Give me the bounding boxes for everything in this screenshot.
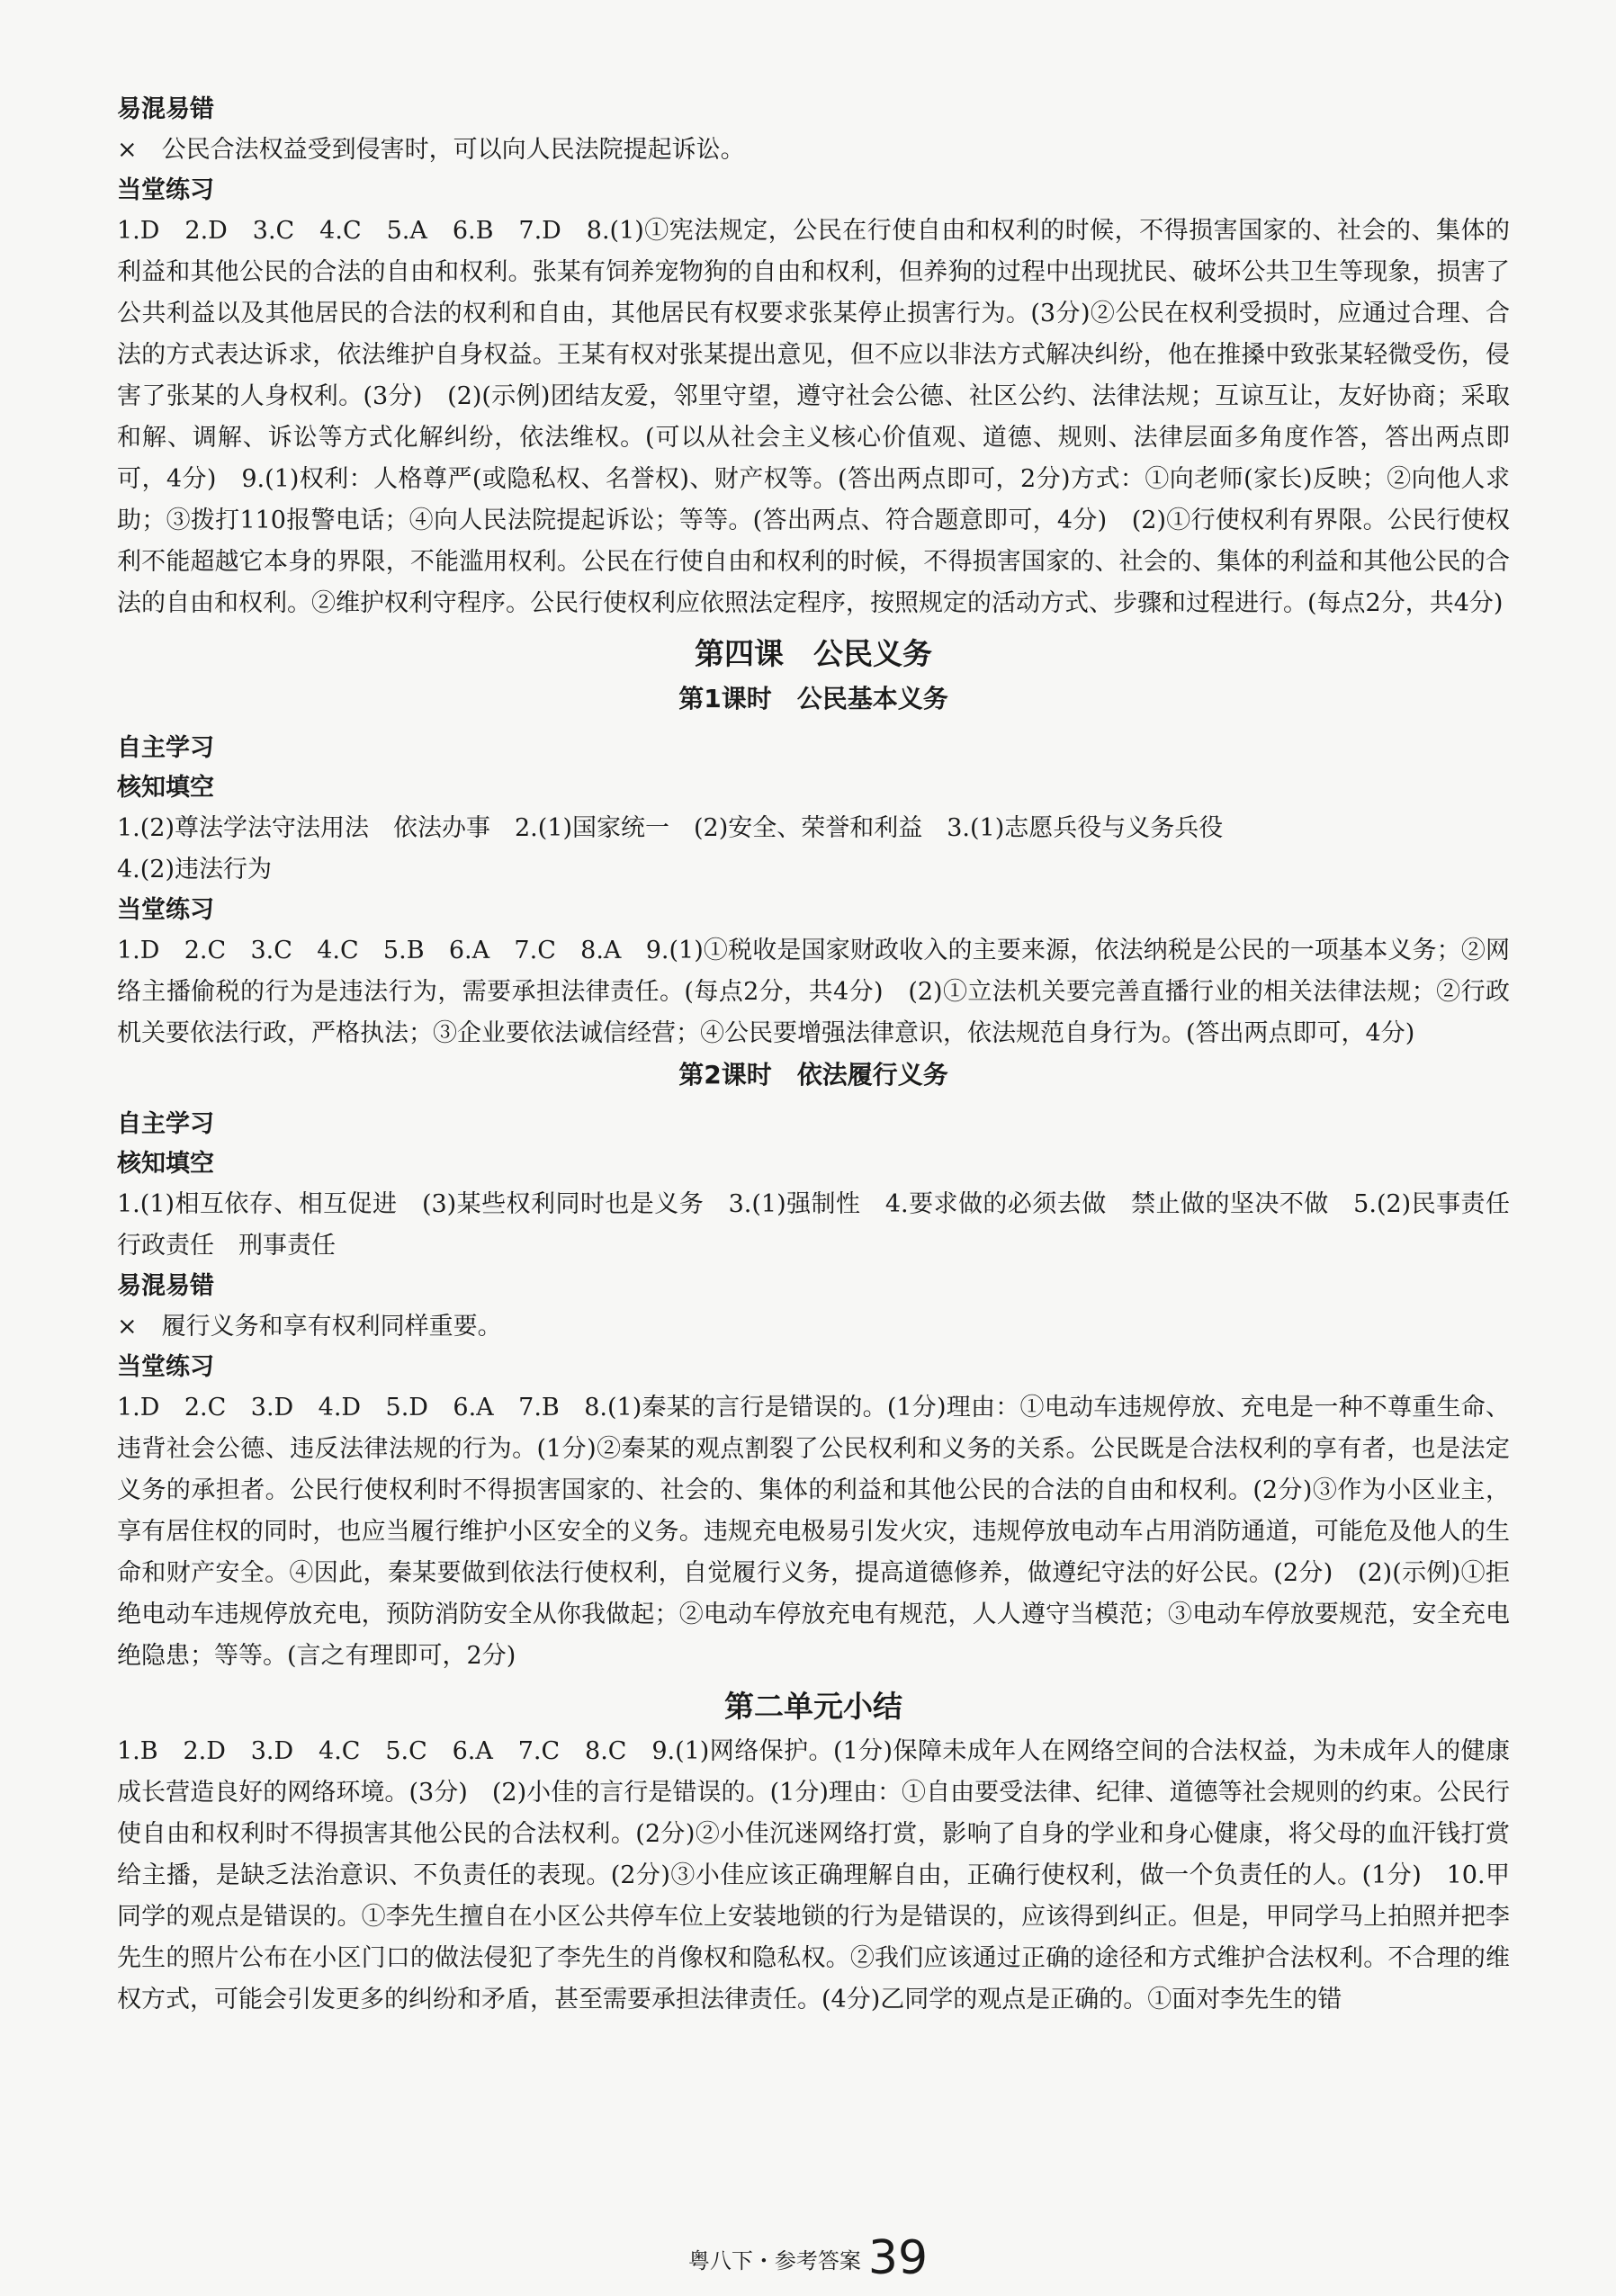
heading-fill-blank: 核知填空 xyxy=(117,1150,214,1178)
heading-practice: 当堂练习 xyxy=(117,1353,214,1381)
heading-practice: 当堂练习 xyxy=(117,896,214,924)
practice-answers: 1.D 2.D 3.C 4.C 5.A 6.B 7.D 8.(1)①宪法规定，公民在行使自由和权利的时候，不得损害国家的、社会的、集体的利益和其他公民的合法的自由和权利。张某有饲养宠物狗的自由和权利，但养狗的过程中出现扰民、破坏公共卫生等现象，损害了公共利益以及其他居民的合法的权利和自由，其他居民有权要求张某停止损害行为。(3分)②公民在权利受损时，应通过合理、合法的方式表达诉求，依法维护自身权益。王某有权对张某提出意见，但不应以非法方式解决纠纷，他在推搡中致张某轻微受伤，侵害了张某的人身权利。(3分) (2)(示例)团结友爱，邻里守望，遵守社会公德、社区公约、法律法规；互谅互让，友好协商；采取和解、调解、诉讼等方式化解纠纷，依法维权。(可以从社会主义核心价值观、道德、规则、法律层面多角度作答，答出两点即可，4分) 9.(1)权利：人格尊严(或隐私权、名誉权)、财产权等。(答出两点即可，2分)方式：①向老师(家长)反映；②向他人求助；③拨打110报警电话；④向人民法院提起诉讼；等等。(答出两点、符合题意即可，4分) (2)①行使权利有界限。公民行使权利不能超越它本身的界限，不能滥用权利。公民在行使自由和权利的时候，不得损害国家的、社会的、集体的利益和其他公民的合法的自由和权利。②维护权利守程序。公民行使权利应依照法定程序，按照规定的活动方式、步骤和过程进行。(每点2分，共4分) xyxy=(117,217,1510,617)
unit-summary-title: 第二单元小结 xyxy=(724,1689,902,1724)
lesson-title: 第四课 公民义务 xyxy=(695,636,932,671)
heading-confusion: 易混易错 xyxy=(117,95,214,123)
heading-practice: 当堂练习 xyxy=(117,176,214,204)
period-1-title: 第1课时 公民基本义务 xyxy=(678,684,948,713)
fill-blank-answers: 1.(1)相互依存、相互促进 (3)某些权利同时也是义务 3.(1)强制性 4.要求做的必须去做 禁止做的坚决不做 5.(2)民事责任 行政责任 刑事责任 xyxy=(117,1190,1534,1260)
fill-blank-answers: 1.(2)尊法学法守法用法 依法办事 2.(1)国家统一 (2)安全、荣誉和利益 3.(1)志愿兵役与义务兵役 xyxy=(117,814,1224,842)
page-number: 39 xyxy=(867,2231,929,2285)
period-2-title: 第2课时 依法履行义务 xyxy=(678,1060,948,1090)
practice-answers: 1.D 2.C 3.C 4.C 5.B 6.A 7.C 8.A 9.(1)①税收是国家财政收入的主要来源，依法纳税是公民的一项基本义务；②网络主播偷税的行为是违法行为，需要承担法律责任。(每点2分，共4分) (2)①立法机关要完善直播行业的相关法律法规；②行政机关要依法行政，严格执法；③企业要依法诚信经营；④公民要增强法律意识，依法规范自身行为。(答出两点即可，4分) xyxy=(117,937,1510,1047)
confusion-text: × 履行义务和享有权利同样重要。 xyxy=(117,1313,502,1341)
footer-label: 粤八下・参考答案 xyxy=(687,2248,861,2274)
practice-answers: 1.D 2.C 3.D 4.D 5.D 6.A 7.B 8.(1)秦某的言行是错误的。(1分)理由：①电动车违规停放、充电是一种不尊重生命、违背社会公德、违反法律法规的行为。(1分)②秦某的观点割裂了公民权利和义务的关系。公民既是合法权利的享有者，也是法定义务的承担者。公民行使权利时不得损害国家的、社会的、集体的利益和其他公民的合法的自由和权利。(2分)③作为小区业主，享有居住权的同时，也应当履行维护小区安全的义务。违规充电极易引发火灾，违规停放电动车占用消防通道，可能危及他人的生命和财产安全。④因此，秦某要做到依法行使权利，自觉履行义务，提高道德修养，做遵纪守法的好公民。(2分) (2)(示例)①拒绝电动车违规停放充电，预防消防安全从你我做起；②电动车停放充电有规范，人人遵守当模范；③电动车停放要规范，安全充电绝隐患；等等。(言之有理即可，2分) xyxy=(117,1394,1510,1670)
heading-confusion: 易混易错 xyxy=(117,1272,214,1300)
confusion-text: × 公民合法权益受到侵害时，可以向人民法院提起诉讼。 xyxy=(117,136,745,164)
fill-blank-answers-cont: 4.(2)违法行为 xyxy=(117,856,273,883)
heading-self-study: 自主学习 xyxy=(117,1110,214,1138)
unit-summary-answers: 1.B 2.D 3.D 4.C 5.C 6.A 7.C 8.C 9.(1)网络保护。(1分)保障未成年人在网络空间的合法权益，为未成年人的健康成长营造良好的网络环境。(3分) (2)小佳的言行是错误的。(1分)理由：①自由要受法律、纪律、道德等社会规则的约束。公民行使自由和权利时不得损害其他公民的合法权利。(2分)②小佳沉迷网络打赏，影响了自身的学业和身心健康，将父母的血汗钱打赏给主播，是缺乏法治意识、不负责任的表现。(2分)③小佳应该正确理解自由，正确行使权利，做一个负责任的人。(1分) 10.甲同学的观点是错误的。①李先生擅自在小区公共停车位上安装地锁的行为是错误的，应该得到纠正。但是，甲同学马上拍照并把李先生的照片公布在小区门口的做法侵犯了李先生的肖像权和隐私权。②我们应该通过正确的途径和方式维护合法权利。不合理的维权方式，可能会引发更多的纠纷和矛盾，甚至需要承担法律责任。(4分)乙同学的观点是正确的。①面对李先生的错 xyxy=(117,1737,1510,2013)
heading-fill-blank: 核知填空 xyxy=(117,774,214,802)
page-footer xyxy=(0,2231,1616,2285)
heading-self-study: 自主学习 xyxy=(117,734,214,762)
